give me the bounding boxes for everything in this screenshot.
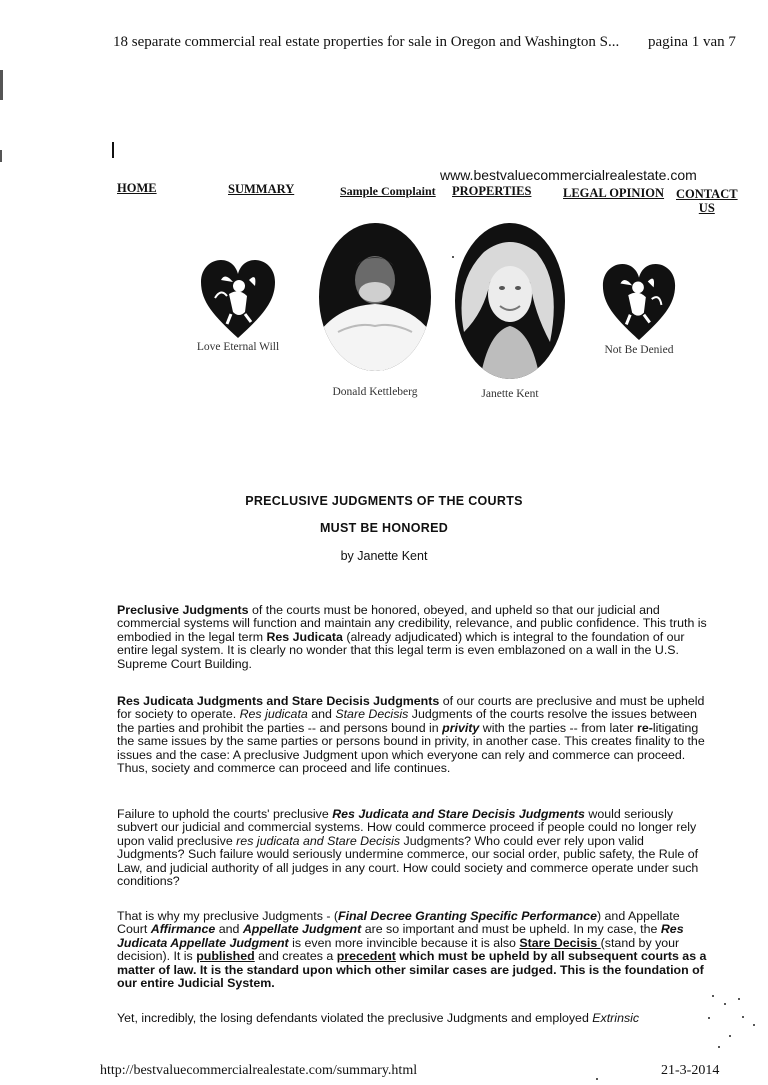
footer-date: 21-3-2014 xyxy=(661,1063,720,1078)
p3-text: Failure to uphold the courts' preclusive xyxy=(117,807,333,821)
p3-bold-italic: Res Judicata and Stare Decisis Judgments xyxy=(332,807,585,821)
scan-speck xyxy=(738,998,740,1000)
p2-italic-2: Stare Decisis xyxy=(335,707,409,722)
p2-bold: re- xyxy=(637,720,653,735)
nav-contact-line2[interactable]: US xyxy=(698,201,715,215)
p4-text-5: is even more invincible because it is also xyxy=(288,935,520,950)
portrait2-caption: Janette Kent xyxy=(481,388,539,400)
p2-italic-1: Res judicata xyxy=(239,707,308,722)
scan-speck xyxy=(718,1046,720,1048)
p4-bold: which must be upheld by all subsequent courts as a matter of law. It is the standard upon which other similar cases are judged. This is the foundation of our entire Judicial System. xyxy=(117,949,707,991)
nav-sample-complaint-link[interactable]: Sample Complaint xyxy=(340,184,436,198)
cupid-heart-image-right xyxy=(599,262,679,342)
p4-text-7: and creates a xyxy=(254,949,337,964)
p2-text-5: litigating the same issues by the same parties or persons bound in privity, in another case. This creates finality to the issues and the case: A preclusive Judgment upon which everyone can rely and commerce can proceed. Thus, society and commerce can proceed and life continues. xyxy=(117,720,705,776)
p4-text-4: are so important and must be upheld. In my case, the xyxy=(361,922,661,937)
document-title: 18 separate commercial real estate properties for sale in Oregon and Washington S... xyxy=(113,34,620,50)
p4-bold-italic-2: Affirmance xyxy=(150,922,216,937)
paragraph-3 xyxy=(117,808,713,888)
nav-home-link[interactable]: HOME xyxy=(117,181,157,195)
p2-text-4: with the parties -- from later xyxy=(479,720,637,735)
p4-bold-italic-1: Final Decree Granting Specific Performance xyxy=(338,909,597,923)
p1-text: of the courts must be honored, obeyed, and upheld so that our judicial and commercial systems will function and maintain any credibility, relevance, and public confidence. This truth is embodied in the legal term xyxy=(117,603,707,644)
portrait-janette-kent xyxy=(454,222,566,380)
paragraph-2 xyxy=(117,695,713,775)
p2-bold-italic: privity xyxy=(442,720,480,735)
p1-text-2: (already adjudicated) which is integral to the foundation of our entire legal system. It is clearly no wonder that this legal term is even emblazoned on a wall in the U.S. Supreme Court Building. xyxy=(117,629,685,671)
footer-url: http://bestvaluecommercialrealestate.com/summary.html xyxy=(100,1063,418,1078)
p4-bold-underline-2: published xyxy=(196,949,255,964)
scan-speck xyxy=(729,1035,731,1037)
p4-bold-underline-1: Stare Decisis xyxy=(519,935,601,950)
article-title-line2: MUST BE HONORED xyxy=(319,521,449,535)
p2-text-3: Judgments of the courts resolve the issues between the parties and prohibit the parties -- and persons bound in xyxy=(117,707,697,735)
portrait-donald-kettleberg xyxy=(318,222,432,372)
p5-italic: Extrinsic xyxy=(592,1011,640,1025)
left-heart-caption: Love Eternal Will xyxy=(196,341,280,353)
p4-text-3: and xyxy=(215,922,243,937)
p4-bold-italic-4: Res Judicata Appellate Judgment xyxy=(117,922,684,950)
portrait1-caption: Donald Kettleberg xyxy=(332,386,418,398)
p4-bold-underline-3: precedent xyxy=(336,949,396,964)
paragraph-5 xyxy=(117,1012,713,1025)
scan-speck xyxy=(724,1003,726,1005)
p2-lead: Res Judicata Judgments and Stare Decisis Judgments xyxy=(117,694,440,708)
scan-speck xyxy=(596,1078,598,1080)
nav-summary-link[interactable]: SUMMARY xyxy=(228,182,295,196)
page-indicator: pagina 1 van 7 xyxy=(648,34,736,50)
p4-text-6: (stand by your decision). It is xyxy=(117,935,680,964)
scan-speck xyxy=(753,1024,755,1026)
nav-contact-line1[interactable]: CONTACT xyxy=(676,187,738,201)
right-heart-caption: Not Be Denied xyxy=(604,344,674,356)
p3-text-2: would seriously subvert our judicial and commercial systems. How could commerce proceed if people could no longer rely upon valid preclusive xyxy=(117,807,697,848)
paragraph-1 xyxy=(117,604,713,671)
p1-bold: Res Judicata xyxy=(266,629,343,644)
nav-legal-opinion-link[interactable]: LEGAL OPINION xyxy=(563,186,665,200)
scan-speck xyxy=(452,256,454,258)
p1-lead: Preclusive Judgments xyxy=(117,603,249,617)
text-cursor-mark xyxy=(112,142,114,158)
p4-text-2: ) and Appellate Court xyxy=(117,909,680,937)
p3-text-3: Judgments? Who could ever rely upon valid Judgments? Such failure would seriously undermine commerce, our social order, public safety, the Rule of Law, and judicial authority of all judges in any court. How could society and commerce operate under such conditions? xyxy=(117,833,699,889)
scan-mark xyxy=(0,150,2,162)
article-title-line1: PRECLUSIVE JUDGMENTS OF THE COURTS xyxy=(245,494,523,508)
scan-speck xyxy=(742,1016,744,1018)
scan-mark xyxy=(0,70,3,100)
scan-speck xyxy=(712,995,714,997)
p4-text: That is why my preclusive Judgments - ( xyxy=(117,909,339,923)
p2-text-2: and xyxy=(307,707,336,722)
scan-speck xyxy=(708,1017,710,1019)
site-url: www.bestvaluecommercialrealestate.com xyxy=(440,167,697,183)
paragraph-4 xyxy=(117,910,713,990)
nav-contact-link[interactable] xyxy=(676,187,738,215)
p3-italic: res judicata and Stare Decisis xyxy=(236,833,401,848)
nav-properties-link[interactable]: PROPERTIES xyxy=(452,184,532,198)
article-byline: by Janette Kent xyxy=(340,549,428,563)
cupid-heart-image-left xyxy=(199,258,277,340)
p2-text: of our courts are preclusive and must be upheld for society to operate. xyxy=(117,694,705,722)
p5-text: Yet, incredibly, the losing defendants violated the preclusive Judgments and employed xyxy=(117,1011,593,1025)
p4-bold-italic-3: Appellate Judgment xyxy=(242,922,362,937)
